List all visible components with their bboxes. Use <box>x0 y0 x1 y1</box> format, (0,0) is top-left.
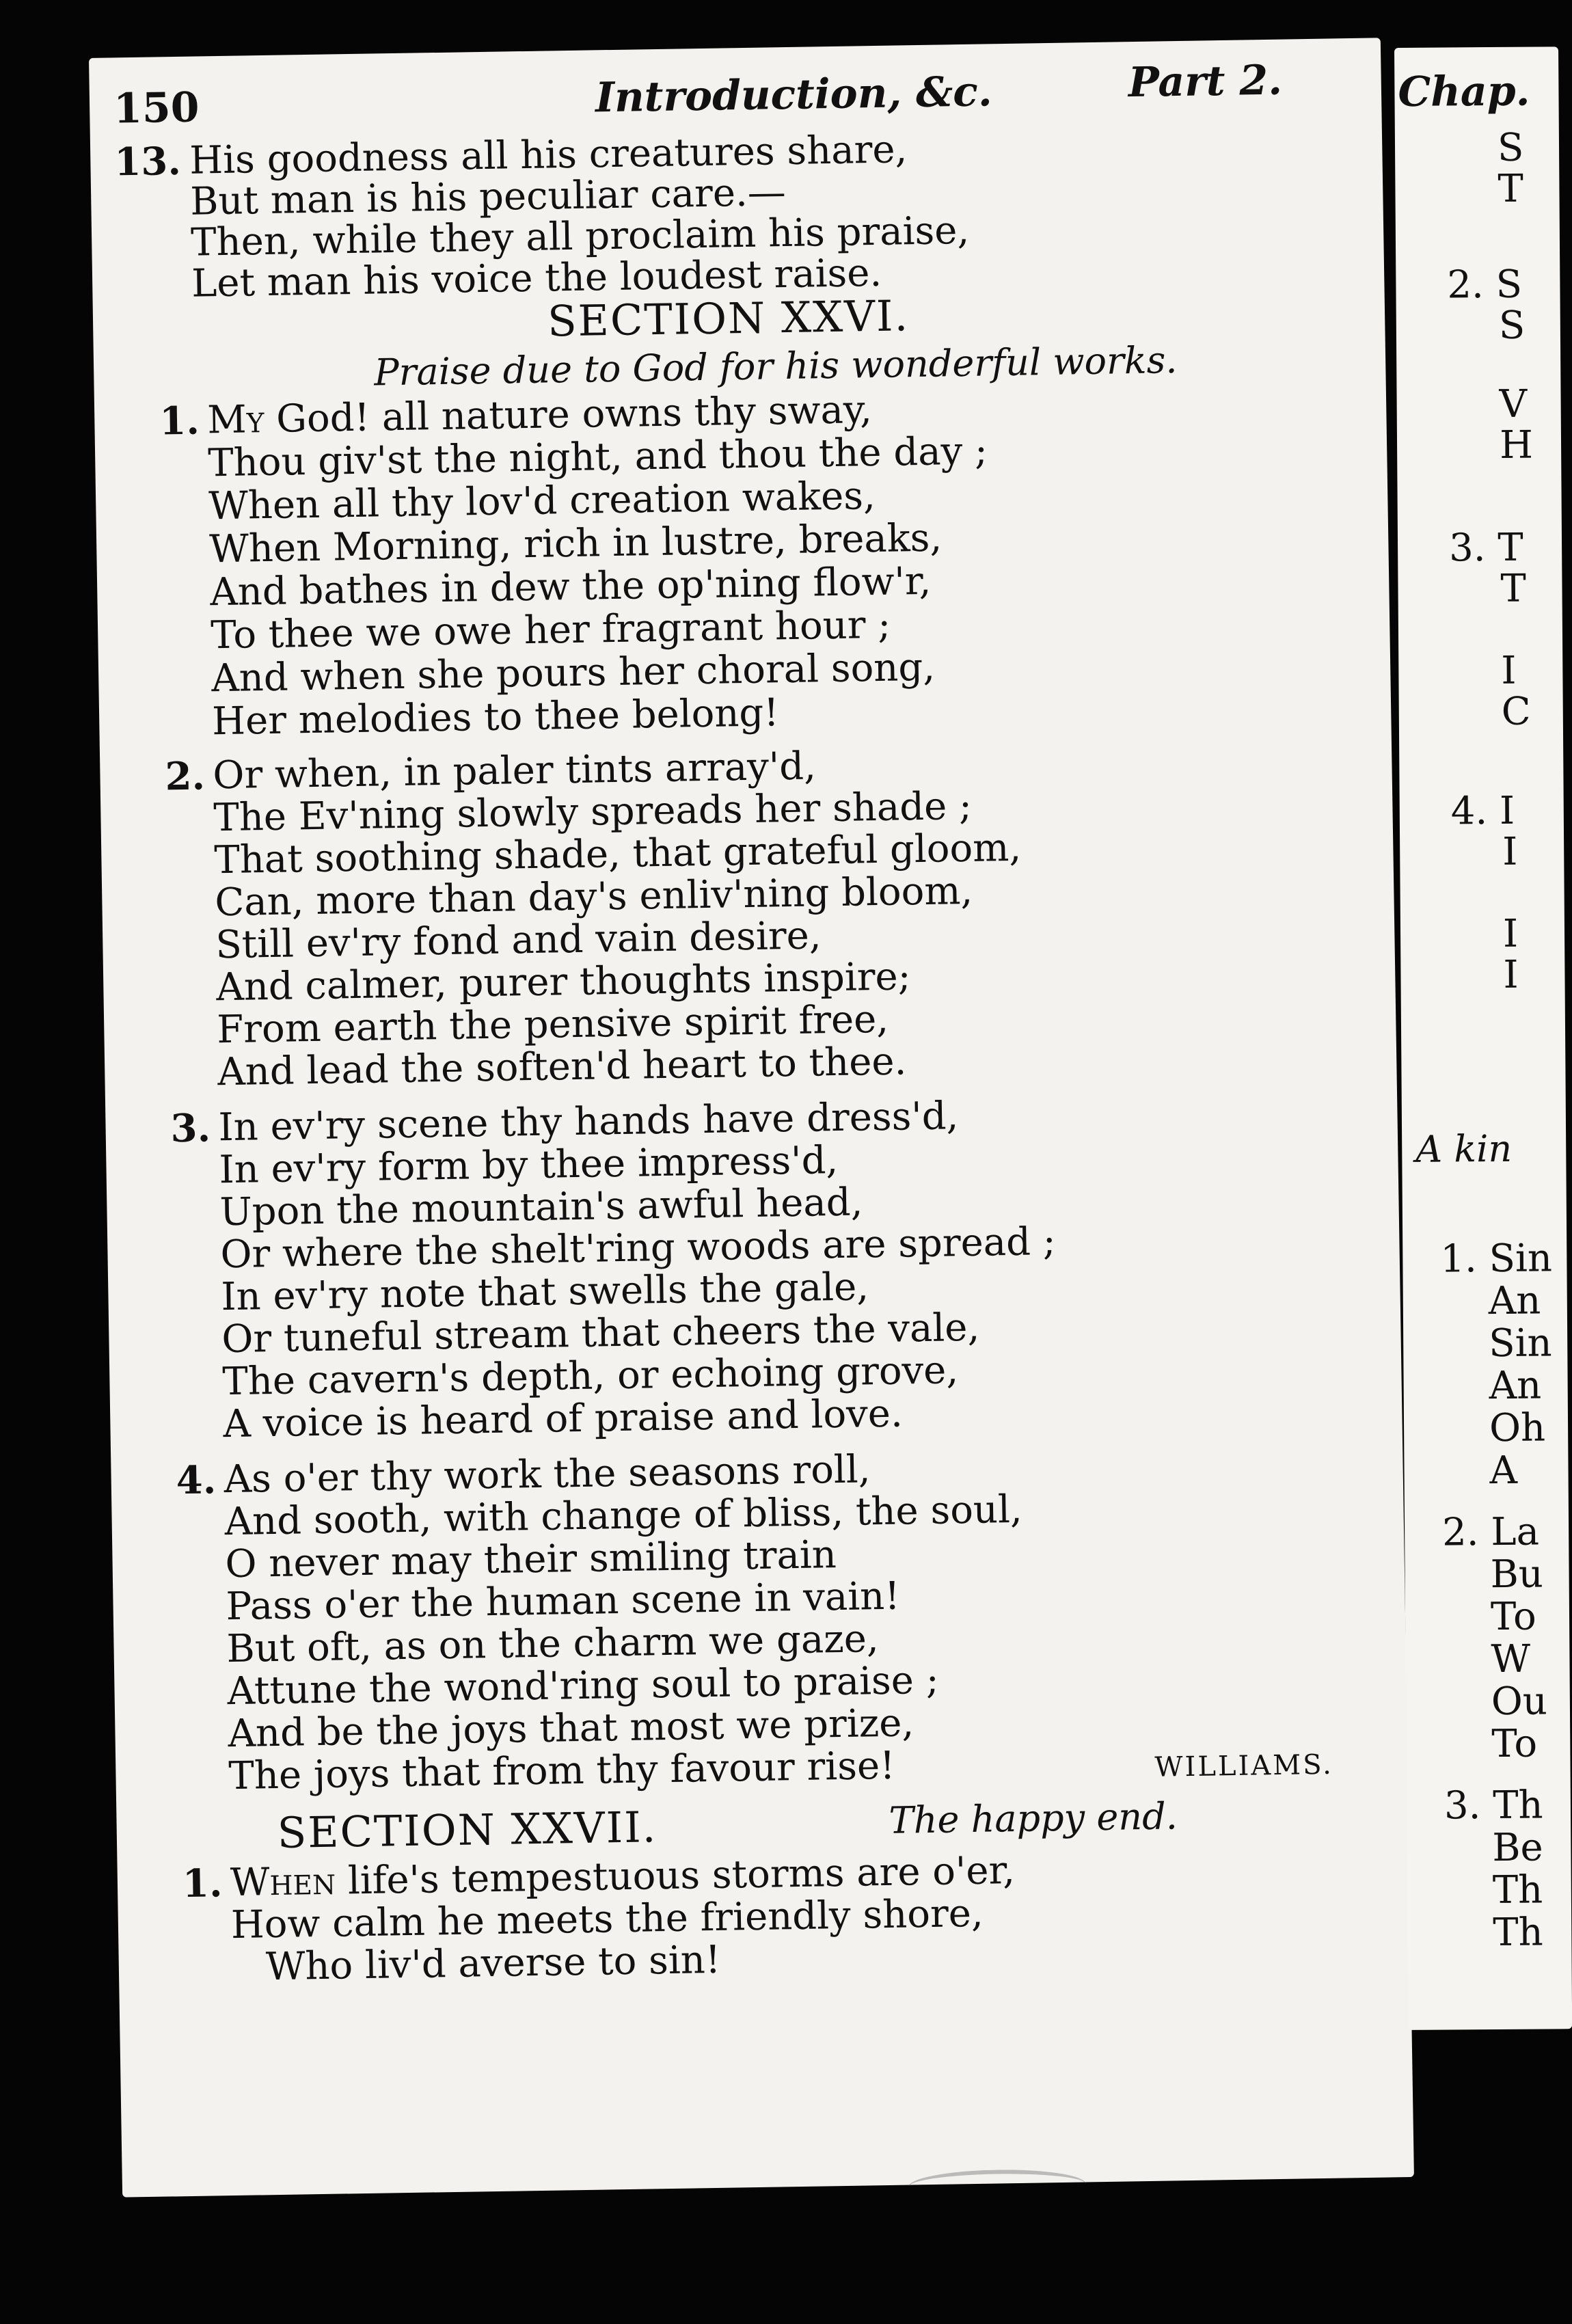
fragment-line: 2. La <box>1441 1509 1540 1555</box>
verse-line: And bathes in dew the op'ning flow'r, <box>209 558 932 615</box>
verse-line: Let man his voice the loudest raise. <box>191 250 882 306</box>
page-number: 150 <box>113 83 200 133</box>
verse-line: And be the joys that most we prize, <box>228 1701 914 1757</box>
fragment-line: Sin <box>1489 1321 1552 1366</box>
verse-line: When Morning, rich in lustre, breaks, <box>208 515 943 572</box>
fragment-line: S <box>1497 125 1524 170</box>
initial-word: When <box>230 1859 336 1906</box>
stanza-number: 3. <box>170 1105 211 1152</box>
running-title: Introduction, &c. <box>595 68 993 122</box>
verse-line: In ev'ry form by thee impress'd, <box>219 1137 839 1193</box>
verse-line: Then, while they all proclaim his praise, <box>190 208 970 265</box>
section-heading: SECTION XXVII. <box>277 1802 658 1858</box>
fragment-line: A <box>1489 1448 1518 1494</box>
fragment-line: 1. Sin <box>1440 1236 1553 1282</box>
verse-text: life's tempestuous storms are o'er, <box>347 1848 1016 1904</box>
verse-line: Or where the shelt'ring woods are spread ; <box>220 1219 1057 1278</box>
left-page <box>89 38 1414 2197</box>
fragment-line: An <box>1488 1278 1541 1324</box>
section-subtitle: The happy end. <box>889 1794 1178 1842</box>
verse-line: Still ev'ry fond and vain desire, <box>215 913 822 968</box>
right-page-edge <box>1394 46 1572 2030</box>
verse-line: But oft, as on the charm we gaze, <box>226 1617 880 1672</box>
verse-line: Her melodies to thee belong! <box>211 690 780 744</box>
stanza-number: 13. <box>113 138 182 185</box>
verse-line: To thee we owe her fragrant hour ; <box>210 602 891 658</box>
verse-line: Pass o'er the human scene in vain! <box>226 1573 901 1630</box>
verse-line: As o'er thy work the seasons roll, <box>223 1447 871 1502</box>
fragment-line: W <box>1491 1636 1531 1682</box>
verse-line: And when she pours her choral song, <box>211 645 936 701</box>
fragment-line: T <box>1500 566 1527 611</box>
verse-line: The cavern's depth, or echoing grove, <box>221 1348 959 1405</box>
fragment-line: 4. I <box>1450 788 1515 834</box>
fragment-line: C <box>1501 689 1531 734</box>
part-label: Part 2. <box>1128 56 1283 107</box>
author-attribution: WILLIAMS. <box>1154 1748 1334 1783</box>
verse-line: That soothing shade, that grateful gloom, <box>213 825 1022 883</box>
fragment-line: V <box>1499 381 1528 427</box>
verse-line: But man is his peculiar care.— <box>189 170 787 224</box>
fragment-line: I <box>1501 648 1517 693</box>
fragment-line: 2. S <box>1447 262 1523 308</box>
fragment-line: To <box>1491 1721 1538 1767</box>
fragment-line: Oh <box>1489 1405 1546 1451</box>
verse-line: Or tuneful stream that cheers the vale, <box>221 1305 980 1362</box>
section-subtitle: Praise due to God for his wonderful works. <box>373 338 1178 394</box>
initial-word: My <box>206 397 265 443</box>
fragment-line: 3. T <box>1448 525 1523 571</box>
verse-line: Thou giv'st the night, and thou the day ; <box>207 429 988 486</box>
fragment-line: Th <box>1492 1867 1543 1913</box>
verse-line: A voice is heard of praise and love. <box>222 1391 904 1447</box>
verse-line: When all thy lov'd creation wakes, <box>208 474 876 529</box>
stanza-number: 4. <box>176 1457 217 1504</box>
verse-line: And sooth, with change of bliss, the soul, <box>224 1487 1023 1545</box>
fragment-line: Bu <box>1490 1552 1544 1597</box>
page-smudge <box>908 2168 1087 2202</box>
verse-line: And lead the soften'd heart to thee. <box>217 1039 907 1095</box>
verse-line: In ev'ry scene thy hands have dress'd, <box>218 1094 959 1150</box>
verse-line: His goodness all his creatures share, <box>189 127 908 183</box>
running-head: Chap. <box>1398 67 1530 116</box>
fragment-line: 3. Th <box>1444 1783 1543 1828</box>
verse-line: In ev'ry note that swells the gale, <box>220 1265 869 1320</box>
fragment-line: Ou <box>1491 1679 1548 1725</box>
stanza-number: 2. <box>165 753 206 800</box>
fragment-line: I <box>1502 911 1519 956</box>
verse-line: O never may their smiling train <box>225 1532 837 1587</box>
verse-line: Attune the wond'ring soul to praise ; <box>227 1658 940 1714</box>
section-heading: SECTION XXVI. <box>547 290 910 347</box>
fragment-line: I <box>1502 829 1518 874</box>
verse-line: Who liv'd averse to sin! <box>265 1937 721 1990</box>
verse-text: God! all nature owns thy sway, <box>275 388 873 442</box>
fragment-line: T <box>1498 166 1524 211</box>
verse-line: Upon the mountain's awful head, <box>219 1180 863 1235</box>
stanza-number: 1. <box>159 398 200 444</box>
fragment-line: S <box>1498 303 1526 348</box>
verse-line: And calmer, purer thoughts inspire; <box>215 954 912 1010</box>
verse-line: How calm he meets the friendly shore, <box>230 1891 984 1948</box>
fragment-line: H <box>1499 422 1534 468</box>
verse-line: Or when, in paler tints array'd, <box>213 744 817 798</box>
fragment-line: Be <box>1492 1825 1543 1871</box>
subtitle-fragment: A kin <box>1415 1126 1513 1171</box>
fragment-line: To <box>1490 1594 1536 1640</box>
fragment-line: I <box>1503 952 1519 997</box>
verse-line: From earth the pensive spirit free, <box>216 997 889 1053</box>
fragment-line: An <box>1489 1363 1542 1409</box>
stanza-number: 1. <box>182 1861 223 1907</box>
fragment-line: Th <box>1493 1910 1543 1956</box>
verse-line: The joys that from thy favour rise! <box>228 1743 896 1799</box>
verse-line: Can, more than day's enliv'ning bloom, <box>214 868 973 925</box>
verse-line: The Ev'ning slowly spreads her shade ; <box>213 783 973 841</box>
